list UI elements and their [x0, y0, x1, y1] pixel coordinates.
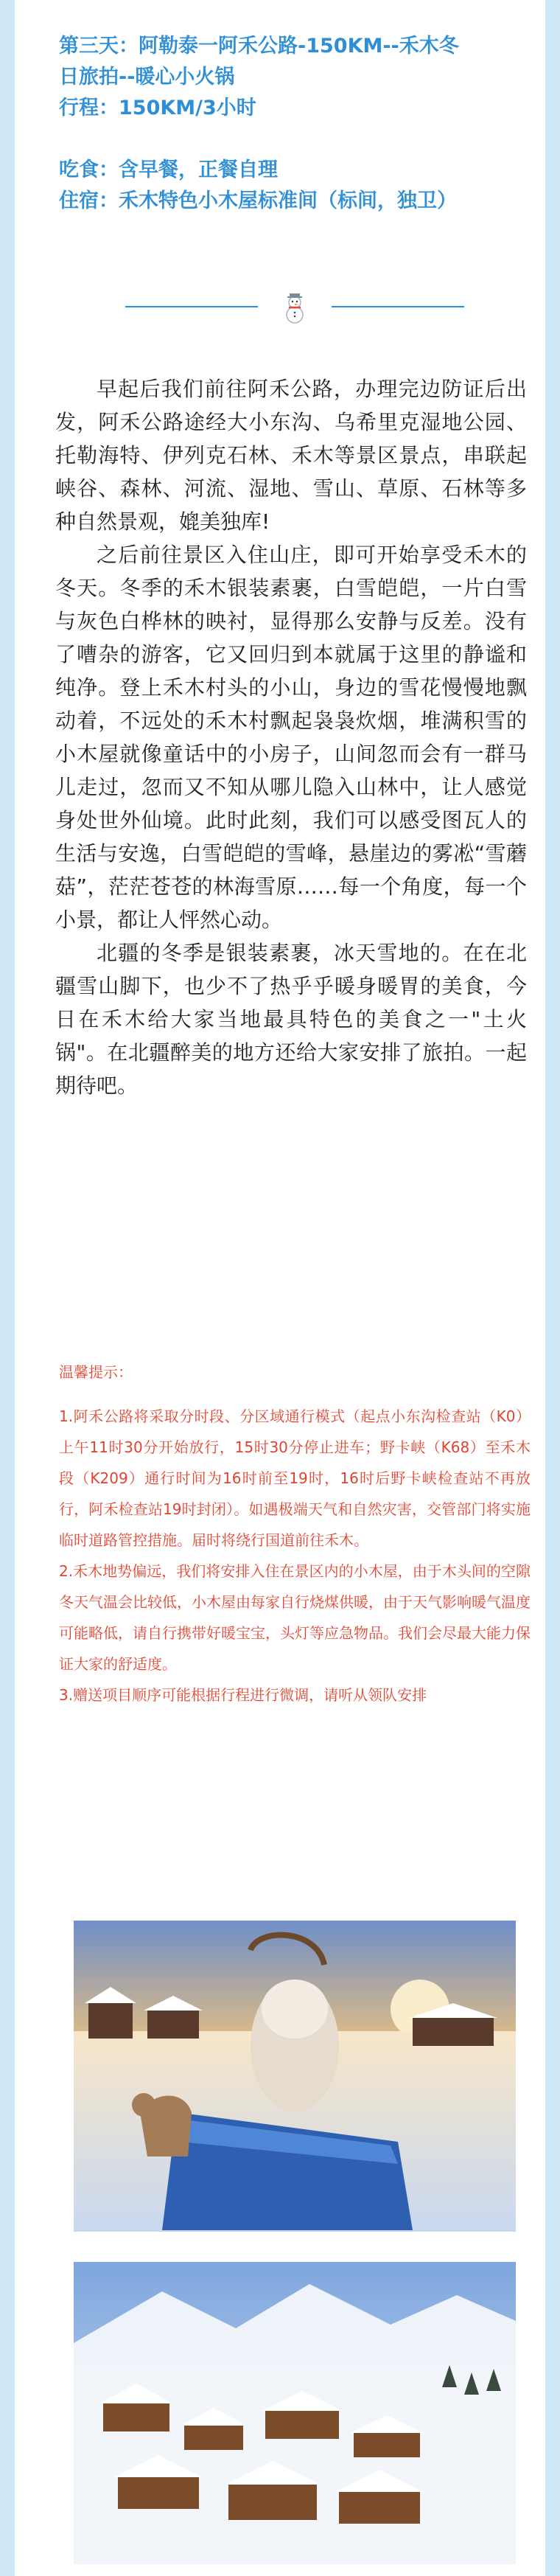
section-divider	[125, 291, 464, 321]
divider-line-left	[125, 306, 258, 307]
content-panel	[15, 0, 545, 2576]
paragraph-2: 之后前往景区入住山庄，即可开始享受禾木的冬天。冬季的禾木银装素裹，白雪皑皑，一片白雪与灰色白桦林的映衬，显得那么安静与反差。没有了嘈杂的游客，它又回归到本就属于这里的静谧和纯净。登上禾木村头的小山，身边的雪花慢慢地飘动着，不远处的禾木村飘起袅袅炊烟，堆满积雪的小木屋就像童话中的小房子，山间忽而会有一群马儿走过，忽而又不知从哪儿隐入山林中，让人感觉身处世外仙境。此时此刻，我们可以感受图瓦人的生活与安逸，白雪皑皑的雪峰，悬崖边的雾凇“雪蘑菇”，茫茫苍苍的林海雪原……每一个角度，每一个小景，都让人怦然心动。	[55, 543, 527, 932]
divider-line-right	[332, 306, 464, 307]
day-description	[55, 372, 527, 1102]
day-title-line2: 日旅拍--暖心小火锅	[59, 66, 235, 88]
photo-horse-sleigh	[74, 1921, 516, 2232]
day-title-line1: 第三天：阿勒泰一阿禾公路-150KM--禾木冬	[59, 35, 459, 58]
route-info: 行程：150KM/3小时	[59, 97, 256, 119]
paragraph-3: 北疆的冬季是银装素裹，冰天雪地的。在在北疆雪山脚下，也少不了热乎乎暖身暖胃的美食，今日在禾木给大家当地最具特色的美食之一"土火锅"。在北疆醉美的地方还给大家安排了旅拍。一起期待吧。	[55, 941, 527, 1098]
left-border	[0, 0, 15, 2576]
meals-info: 吃食：含早餐，正餐自理	[59, 159, 278, 181]
day-header	[59, 31, 545, 217]
snowman-icon	[280, 291, 309, 325]
tips-section	[59, 1357, 531, 1710]
right-border	[545, 0, 560, 2576]
paragraph-1: 早起后我们前往阿禾公路，办理完边防证后出发，阿禾公路途经大小东沟、乌希里克湿地公园、托勒海特、伊列克石林、禾木等景区景点，串联起峡谷、森林、河流、湿地、雪山、草原、石林等多种自然景观，媲美独库!	[55, 377, 527, 534]
tips-title: 温馨提示：	[59, 1363, 133, 1381]
photo-hemu-village	[74, 2262, 516, 2564]
tip-item-3: 3.赠送项目顺序可能根据行程进行微调，请听从领队安排	[59, 1686, 427, 1704]
tip-item-2: 2.禾木地势偏远，我们将安排入住在景区内的小木屋，由于木头间的空隙冬天气温会比较低，小木屋由每家自行烧煤供暖，由于天气影响暖气温度可能略低，请自行携带好暖宝宝，头灯等应急物品。我们会尽最大能力保证大家的舒适度。	[59, 1562, 531, 1673]
tip-item-1: 1.阿禾公路将采取分时段、分区域通行模式（起点小东沟检查站（K0）上午11时30分开始放行，15时30分停止进车；野卡峡（K68）至禾木段（K209）通行时间为16时前至19时，16时后野卡峡检查站不再放行，阿禾检查站19时封闭）。如遇极端天气和自然灾害，交管部门将实施临时道路管控措施。届时将绕行国道前往禾木。	[59, 1407, 531, 1549]
lodging-info: 住宿：禾木特色小木屋标准间（标间，独卫）	[59, 189, 457, 212]
